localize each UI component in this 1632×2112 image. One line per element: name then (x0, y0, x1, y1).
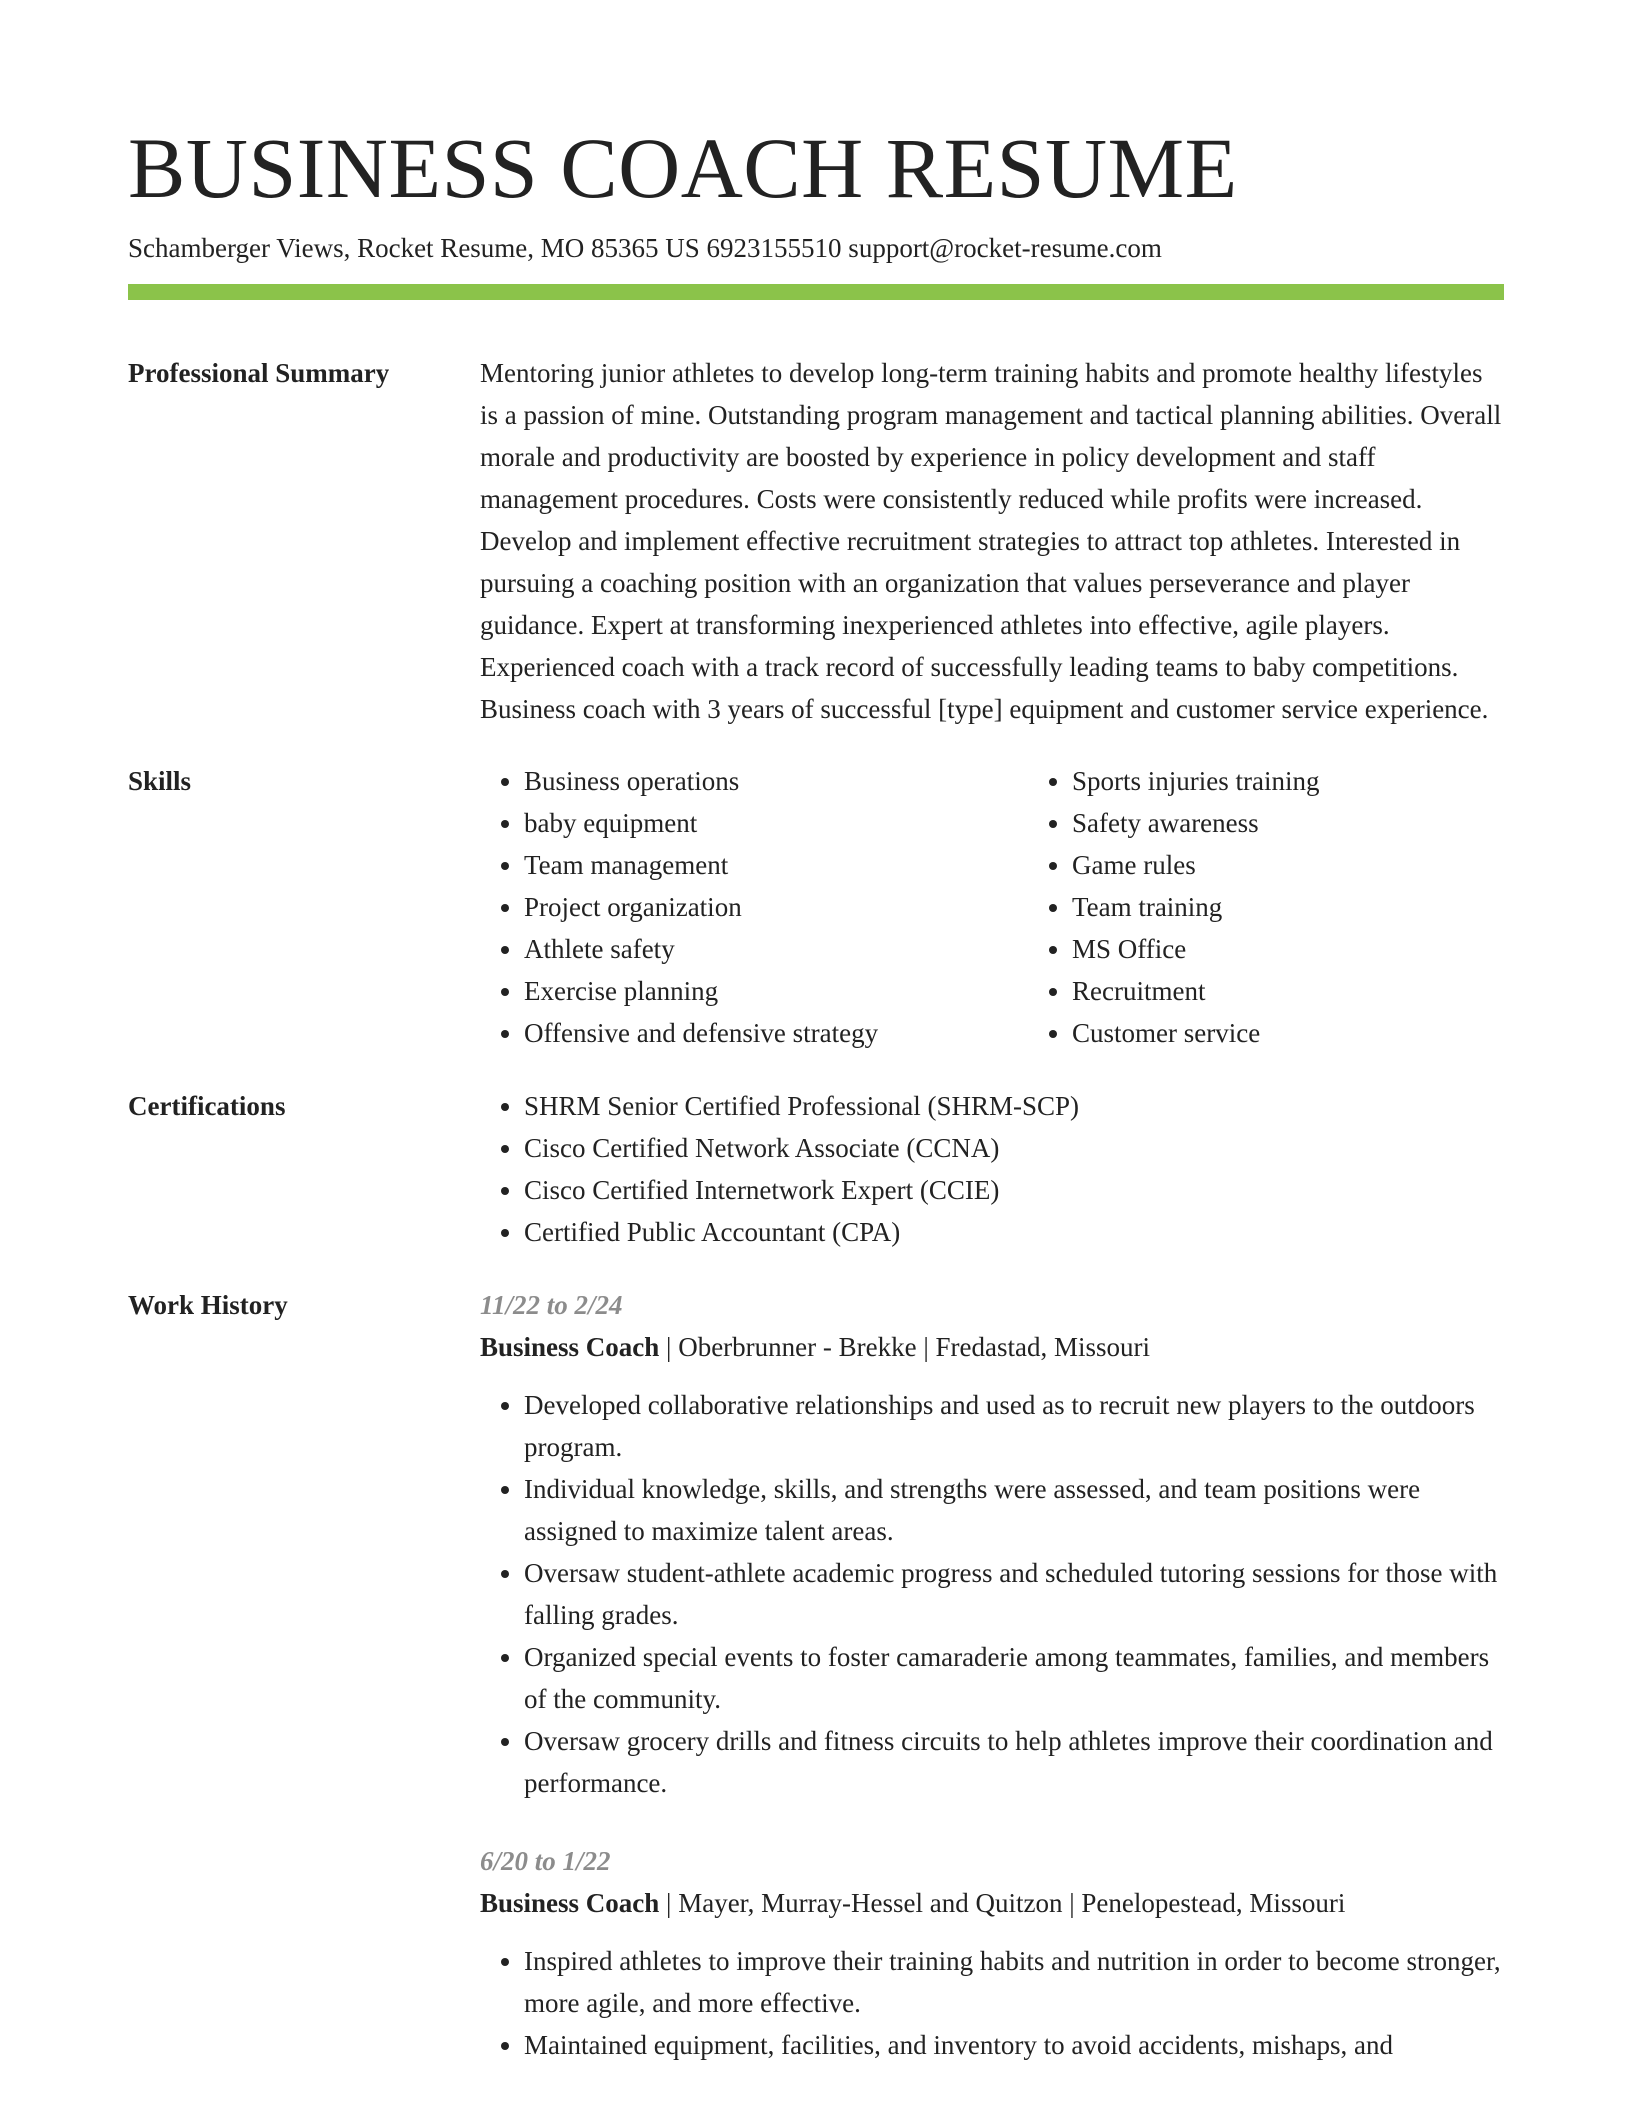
job-bullet: • Oversaw grocery drills and fitness circuits to help athletes improve their coordination and performance. (524, 1720, 1504, 1804)
job-bullet: • Inspired athletes to improve their training habits and nutrition in order to become stronger, more agile, and more effective. (524, 1940, 1504, 2024)
job-bullet: • Maintained equipment, facilities, and inventory to avoid accidents, mishaps, and (524, 2024, 1504, 2066)
certification-item: • Cisco Certified Network Associate (CCNA) (524, 1127, 1504, 1169)
job-bullet: • Developed collaborative relationships and used as to recruit new players to the outdoors program. (524, 1384, 1504, 1468)
certifications-section (128, 1085, 1504, 1253)
work-history-section (128, 1284, 1504, 2102)
certification-item: • Certified Public Accountant (CPA) (524, 1211, 1504, 1253)
certification-item: • SHRM Senior Certified Professional (SHRM-SCP) (524, 1085, 1504, 1127)
skill-item: • Athlete safety (524, 928, 1028, 970)
skill-item: • Game rules (1072, 844, 1576, 886)
job-entry (480, 1840, 1504, 2066)
job-bullets (480, 1940, 1504, 2066)
job-title: Business Coach (480, 1332, 660, 1362)
contact-line: Schamberger Views, Rocket Resume, MO 85365 US 6923155510 support@rocket-resume.com (128, 233, 1162, 263)
job-entry (480, 1284, 1504, 1804)
work-history-heading: Work History (128, 1290, 288, 1320)
job-header (480, 1882, 1504, 1924)
job-title: Business Coach (480, 1888, 660, 1918)
resume-page (128, 118, 1504, 2102)
skill-item: • Recruitment (1072, 970, 1576, 1012)
skill-item: • Safety awareness (1072, 802, 1576, 844)
skills-section (128, 760, 1504, 1054)
skill-item: • Exercise planning (524, 970, 1028, 1012)
skill-item: • Offensive and defensive strategy (524, 1012, 1028, 1054)
skills-list-left (480, 760, 1028, 1054)
certifications-list (480, 1085, 1504, 1253)
job-bullet: • Individual knowledge, skills, and strengths were assessed, and team positions were assigned to maximize talent areas. (524, 1468, 1504, 1552)
resume-title: BUSINESS COACH RESUME (128, 120, 1238, 216)
skill-item: • Team management (524, 844, 1028, 886)
job-bullets (480, 1384, 1504, 1804)
certifications-heading: Certifications (128, 1091, 286, 1121)
skill-item: • Project organization (524, 886, 1028, 928)
job-details: | Mayer, Murray-Hessel and Quitzon | Penelopestead, Missouri (659, 1888, 1346, 1918)
job-details: | Oberbrunner - Brekke | Fredastad, Missouri (659, 1332, 1150, 1362)
skill-item: • Team training (1072, 886, 1576, 928)
summary-text: Mentoring junior athletes to develop long-term training habits and promote healthy lifestyles is a passion of mine. Outstanding program management and tactical planning abilities. Overall morale and productivity are boosted by experience in policy development and staff management procedures. Costs were consistently reduced while profits were increased. Develop and implement effective recruitment strategies to attract top athletes. Interested in pursuing a coaching position with an organization that values perseverance and player guidance. Expert at transforming inexperienced athletes into effective, agile players. Experienced coach with a track record of successfully leading teams to baby competitions. Business coach with 3 years of successful [type] equipment and customer service experience. (480, 358, 1502, 724)
skill-item: • baby equipment (524, 802, 1028, 844)
skills-heading: Skills (128, 766, 192, 796)
certification-item: • Cisco Certified Internetwork Expert (CCIE) (524, 1169, 1504, 1211)
job-bullet: • Organized special events to foster camaraderie among teammates, families, and members of the community. (524, 1636, 1504, 1720)
skills-list-right (1028, 760, 1576, 1054)
summary-heading: Professional Summary (128, 358, 390, 388)
job-header (480, 1326, 1504, 1368)
summary-section (128, 352, 1504, 730)
skill-item: • Customer service (1072, 1012, 1576, 1054)
skill-item: • MS Office (1072, 928, 1576, 970)
skill-item: • Sports injuries training (1072, 760, 1576, 802)
job-dates: 11/22 to 2/24 (480, 1290, 623, 1320)
accent-divider (128, 284, 1504, 300)
job-dates: 6/20 to 1/22 (480, 1846, 611, 1876)
skill-item: • Business operations (524, 760, 1028, 802)
job-bullet: • Oversaw student-athlete academic progress and scheduled tutoring sessions for those with falling grades. (524, 1552, 1504, 1636)
